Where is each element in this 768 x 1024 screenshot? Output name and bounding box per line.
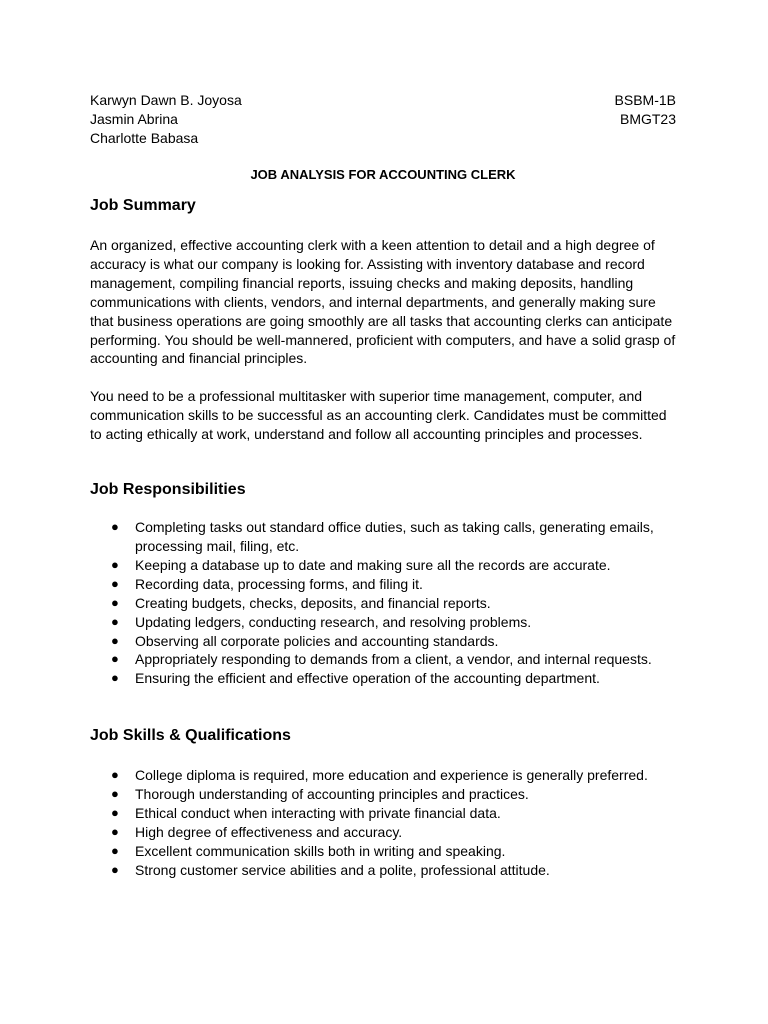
list-item-text: College diploma is required, more education and experience is generally preferred.	[135, 767, 648, 784]
list-item	[90, 650, 676, 669]
list-item	[90, 613, 676, 632]
bullet-icon: ●	[111, 805, 119, 821]
bullet-icon: ●	[111, 786, 119, 802]
header-block	[90, 91, 676, 148]
list-item-text: Completing tasks out standard office duties, such as taking calls, generating emails, processing mail, filing, etc.	[135, 519, 654, 554]
list-item-text: High degree of effectiveness and accuracy.	[135, 823, 403, 840]
author-name: Charlotte Babasa	[90, 130, 199, 146]
list-item-text: Appropriately responding to demands from a client, a vendor, and internal requests.	[135, 651, 652, 668]
section-code: BSBM-1B	[614, 92, 676, 108]
author-name: Jasmin Abrina	[90, 111, 178, 127]
document-page	[90, 91, 676, 880]
list-item	[90, 766, 676, 785]
bullet-icon: ●	[111, 670, 119, 686]
list-item	[90, 669, 676, 688]
course-code: BMGT23	[619, 111, 676, 127]
course-codes	[615, 91, 676, 148]
list-item-text: Creating budgets, checks, deposits, and financial reports.	[135, 594, 491, 611]
summary-paragraph: An organized, effective accounting clerk with a keen attention to detail and a high degree of accuracy is what our company is looking for. Assisting with inventory database and record management, compiling financial reports, issuing checks and making deposits, handling communications with clients, vendors, and internal departments, and generally making sure that business operations are going smoothly are all tasks that accounting clerks can anticipate performing. You should be well-mannered, proficient with computers, and have a solid grasp of accounting and financial principles.	[90, 237, 676, 367]
bullet-icon: ●	[111, 651, 119, 667]
bullet-icon: ●	[111, 556, 119, 572]
responsibilities-list	[90, 518, 676, 688]
bullet-icon: ●	[111, 842, 119, 858]
list-item	[90, 518, 676, 556]
list-item-text: Ethical conduct when interacting with private financial data.	[135, 805, 501, 822]
bullet-icon: ●	[111, 823, 119, 839]
list-item	[90, 804, 676, 823]
list-item-text: Thorough understanding of accounting principles and practices.	[135, 786, 529, 803]
list-item	[90, 861, 676, 880]
job-responsibilities-heading: Job Responsibilities	[90, 481, 246, 499]
list-item	[90, 575, 676, 594]
bullet-icon: ●	[111, 519, 119, 535]
author-names	[90, 91, 242, 148]
list-item	[90, 556, 676, 575]
list-item	[90, 785, 676, 804]
list-item-text: Observing all corporate policies and accounting standards.	[135, 632, 499, 649]
list-item-text: Updating ledgers, conducting research, and resolving problems.	[135, 613, 532, 630]
list-item	[90, 842, 676, 861]
list-item	[90, 594, 676, 613]
bullet-icon: ●	[111, 594, 119, 610]
skills-list	[90, 766, 676, 879]
bullet-icon: ●	[111, 767, 119, 783]
list-item	[90, 823, 676, 842]
bullet-icon: ●	[111, 613, 119, 629]
bullet-icon: ●	[111, 861, 119, 877]
summary-paragraph: You need to be a professional multitasker with superior time management, computer, and communication skills to be successful as an accounting clerk. Candidates must be committed to acting ethically at work, understand and follow all accounting principles and processes.	[90, 388, 667, 443]
list-item-text: Ensuring the efficient and effective operation of the accounting department.	[135, 670, 600, 687]
list-item	[90, 632, 676, 651]
author-name: Karwyn Dawn B. Joyosa	[90, 92, 242, 108]
list-item-text: Strong customer service abilities and a polite, professional attitude.	[135, 861, 550, 878]
list-item-text: Keeping a database up to date and making sure all the records are accurate.	[135, 556, 611, 573]
document-title: JOB ANALYSIS FOR ACCOUNTING CLERK	[250, 167, 516, 182]
bullet-icon: ●	[111, 632, 119, 648]
job-skills-heading: Job Skills & Qualifications	[90, 727, 291, 745]
list-item-text: Excellent communication skills both in writing and speaking.	[135, 842, 506, 859]
bullet-icon: ●	[111, 575, 119, 591]
job-summary-heading: Job Summary	[90, 197, 196, 214]
list-item-text: Recording data, processing forms, and filing it.	[135, 575, 423, 592]
